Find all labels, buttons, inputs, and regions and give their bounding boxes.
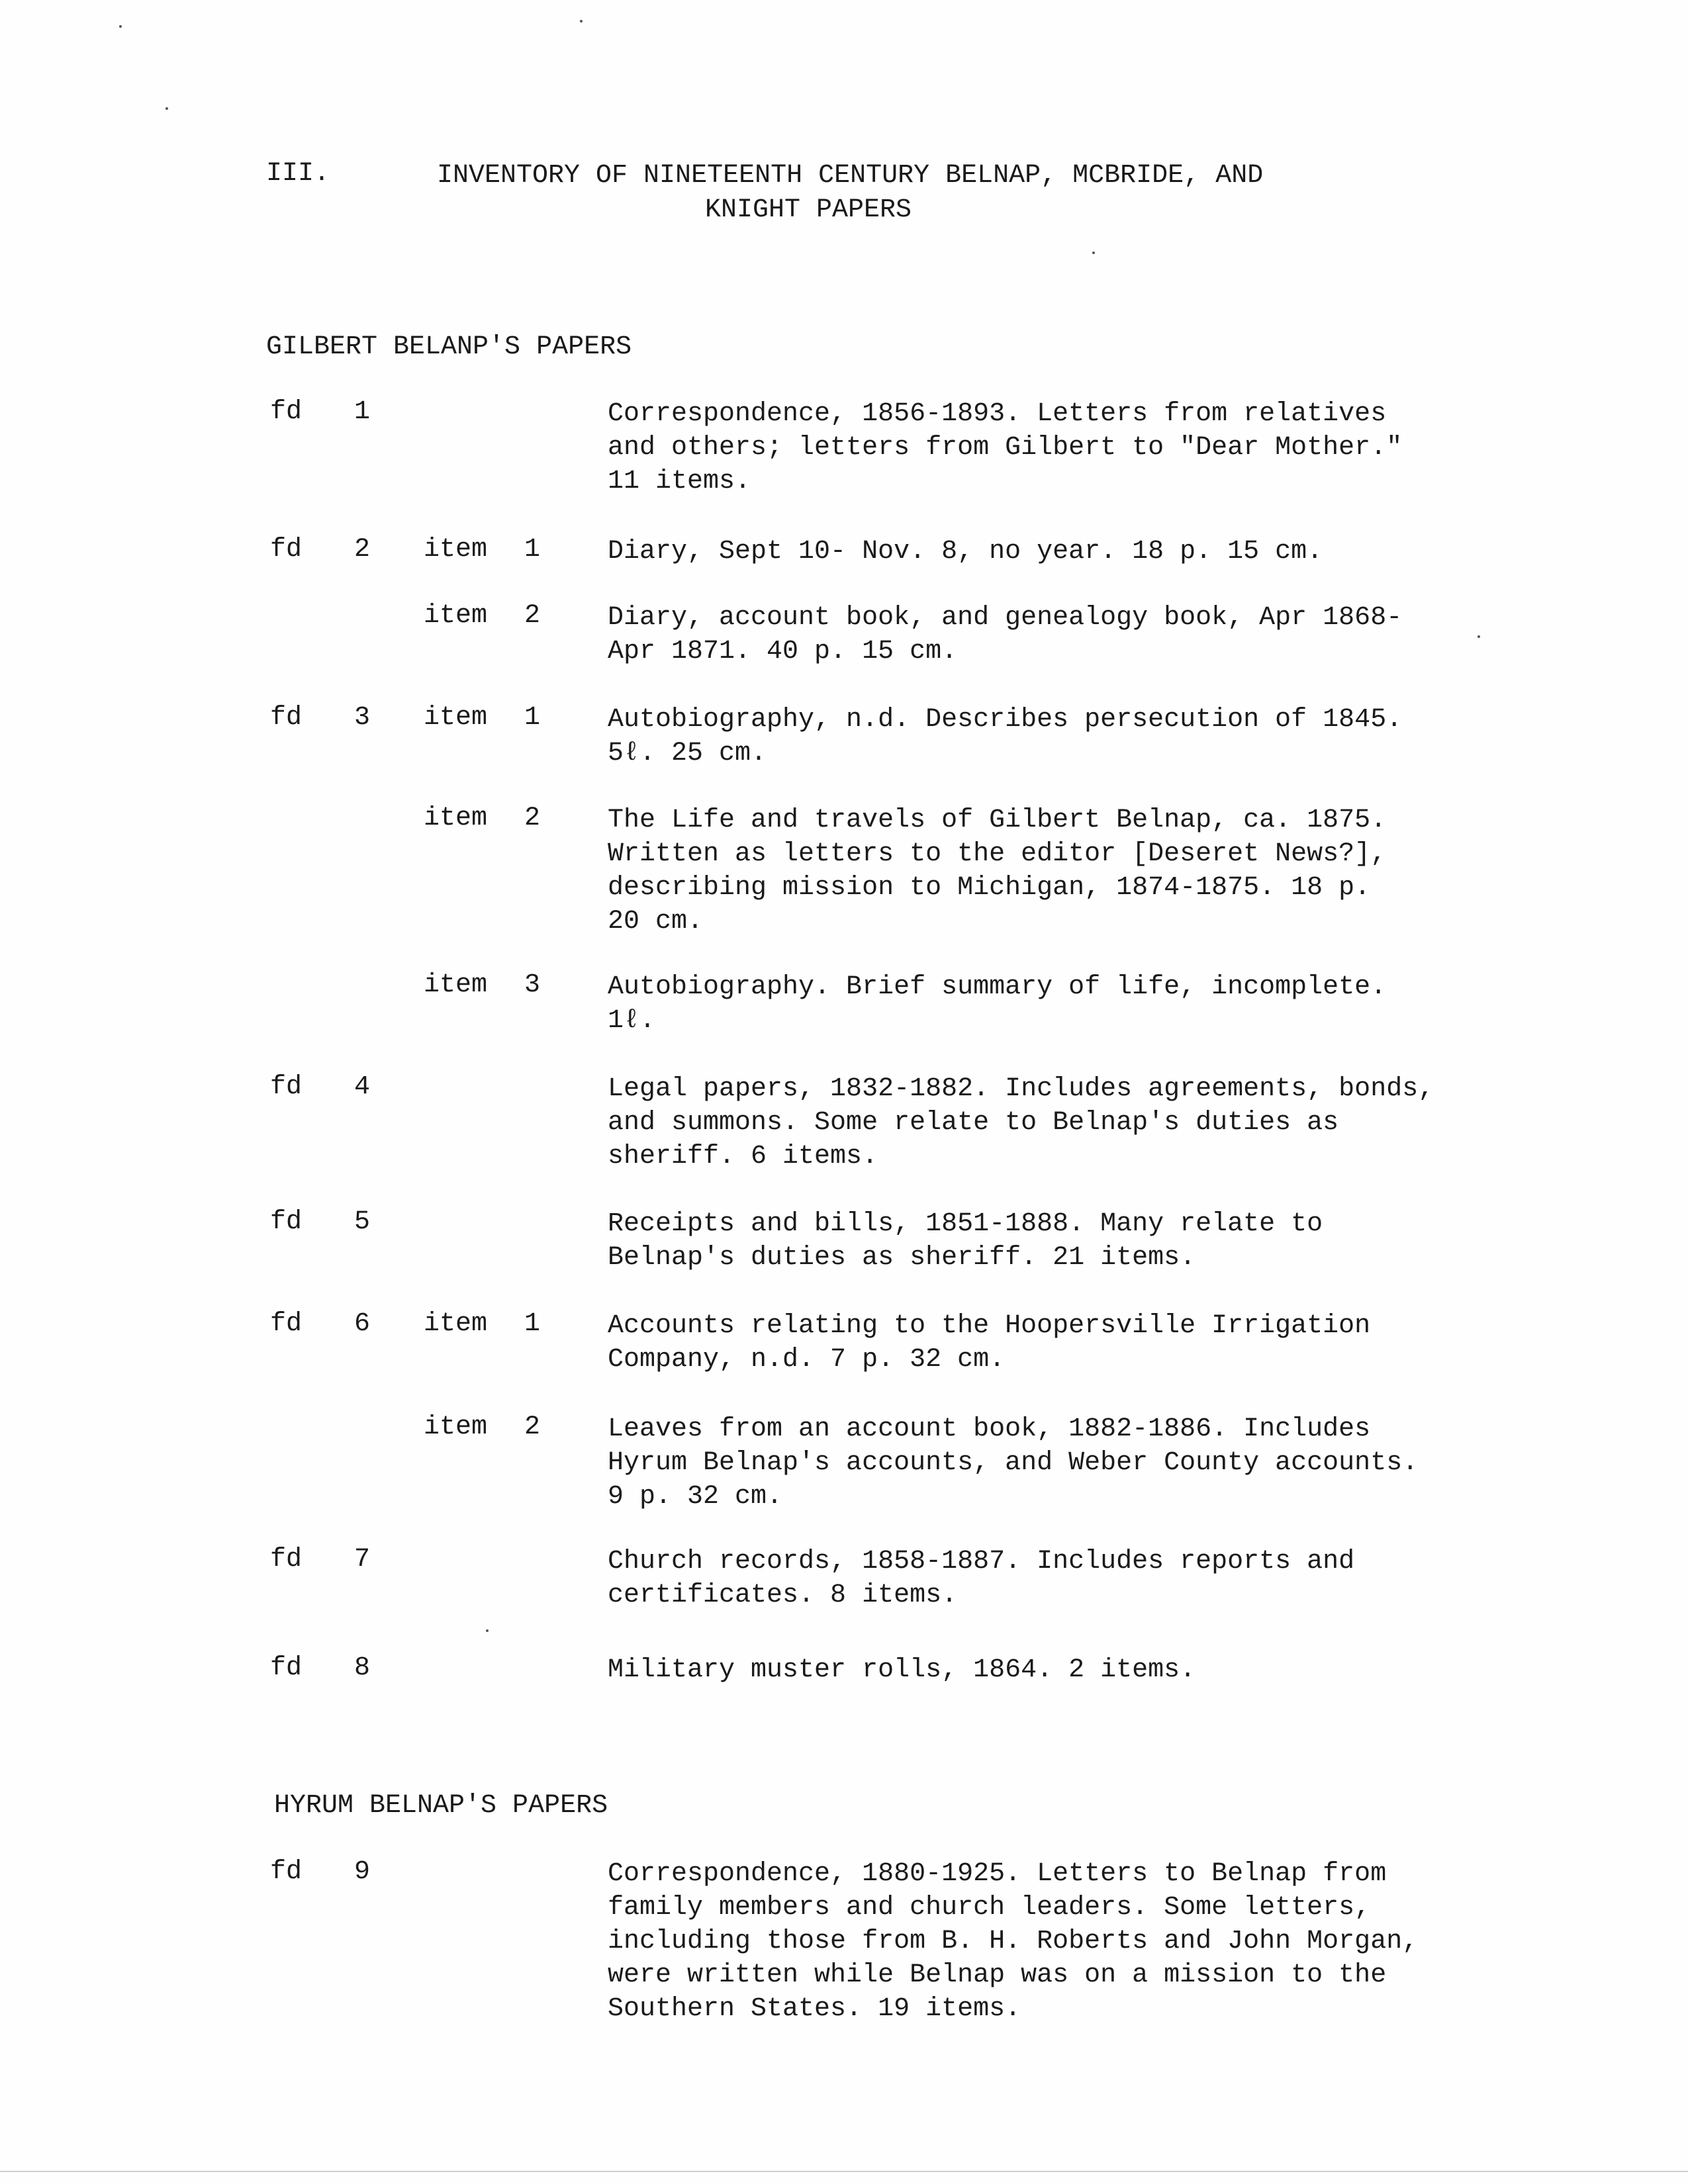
item-label: item: [424, 803, 488, 833]
item-number: 1: [524, 535, 541, 565]
folder-number: 8: [354, 1653, 371, 1683]
item-number: 3: [524, 970, 541, 1000]
folder-number: 9: [354, 1857, 371, 1887]
folder-label: fd: [270, 1857, 303, 1887]
folder-label: fd: [270, 1309, 303, 1339]
folder-label: fd: [270, 1653, 303, 1683]
scan-speck: [119, 25, 122, 28]
scan-speck: [1092, 251, 1095, 254]
folder-number: 5: [354, 1207, 371, 1237]
scan-speck: [580, 20, 583, 23]
item-number: 2: [524, 1412, 541, 1442]
folder-label: fd: [270, 535, 303, 565]
item-label: item: [424, 1412, 488, 1442]
title-line-1: INVENTORY OF NINETEENTH CENTURY BELNAP, MCBRIDE, AND: [437, 161, 1264, 191]
folder-number: 3: [354, 703, 371, 733]
folder-label: fd: [270, 703, 303, 733]
item-number: 2: [524, 803, 541, 833]
title-line-2: KNIGHT PAPERS: [705, 195, 912, 225]
folder-number: 6: [354, 1309, 371, 1339]
entry-description: The Life and travels of Gilbert Belnap, ca. 1875. Written as letters to the editor [Deseret News?], describing mission to Michigan, 1874-1875. 18 p. 20 cm.: [608, 805, 1387, 936]
item-label: item: [424, 970, 488, 1000]
folder-label: fd: [270, 397, 303, 427]
folder-number: 2: [354, 535, 371, 565]
section-title-hyrum: HYRUM BELNAP'S PAPERS: [274, 1791, 608, 1821]
item-number: 1: [524, 1309, 541, 1339]
scan-speck: [1477, 635, 1480, 638]
entry-description: Military muster rolls, 1864. 2 items.: [608, 1655, 1196, 1685]
item-label: item: [424, 703, 488, 733]
entry-description: Leaves from an account book, 1882-1886. Includes Hyrum Belnap's accounts, and Weber County accounts. 9 p. 32 cm.: [608, 1414, 1419, 1512]
entry-description: Correspondence, 1856-1893. Letters from relatives and others; letters from Gilbert to "Dear Mother." 11 items.: [608, 399, 1403, 496]
entry-description: Church records, 1858-1887. Includes reports and certificates. 8 items.: [608, 1547, 1355, 1610]
item-label: item: [424, 601, 488, 631]
item-number: 1: [524, 703, 541, 733]
folder-number: 7: [354, 1545, 371, 1574]
entry-description: Legal papers, 1832-1882. Includes agreements, bonds, and summons. Some relate to Belnap's duties as sheriff. 6 items.: [608, 1074, 1434, 1171]
section-title-gilbert: GILBERT BELANP'S PAPERS: [266, 332, 632, 362]
section-number: III.: [266, 159, 330, 189]
folder-label: fd: [270, 1545, 303, 1574]
entry-description: Receipts and bills, 1851-1888. Many relate to Belnap's duties as sheriff. 21 items.: [608, 1209, 1323, 1273]
entry-description: Diary, account book, and genealogy book, Apr 1868- Apr 1871. 40 p. 15 cm.: [608, 603, 1403, 666]
entry-description: Autobiography. Brief summary of life, incomplete. 1ℓ.: [608, 972, 1387, 1036]
item-label: item: [424, 1309, 488, 1339]
item-number: 2: [524, 601, 541, 631]
folder-number: 1: [354, 397, 371, 427]
scan-speck: [165, 107, 168, 110]
folder-label: fd: [270, 1207, 303, 1237]
entry-description: Autobiography, n.d. Describes persecution of 1845. 5ℓ. 25 cm.: [608, 705, 1403, 768]
page-title: [437, 159, 1364, 228]
item-label: item: [424, 535, 488, 565]
folder-label: fd: [270, 1072, 303, 1102]
scan-speck: [486, 1629, 489, 1632]
folder-number: 4: [354, 1072, 371, 1102]
entry-description: Correspondence, 1880-1925. Letters to Belnap from family members and church leaders. Some letters, including those from B. H. Roberts and John Morgan, were written while Belnap was on a mission to the Southern States. 19 items.: [608, 1859, 1419, 2024]
page-edge-line: [0, 2171, 1688, 2172]
entry-description: Diary, Sept 10- Nov. 8, no year. 18 p. 15 cm.: [608, 537, 1323, 567]
entry-description: Accounts relating to the Hoopersville Irrigation Company, n.d. 7 p. 32 cm.: [608, 1311, 1371, 1375]
